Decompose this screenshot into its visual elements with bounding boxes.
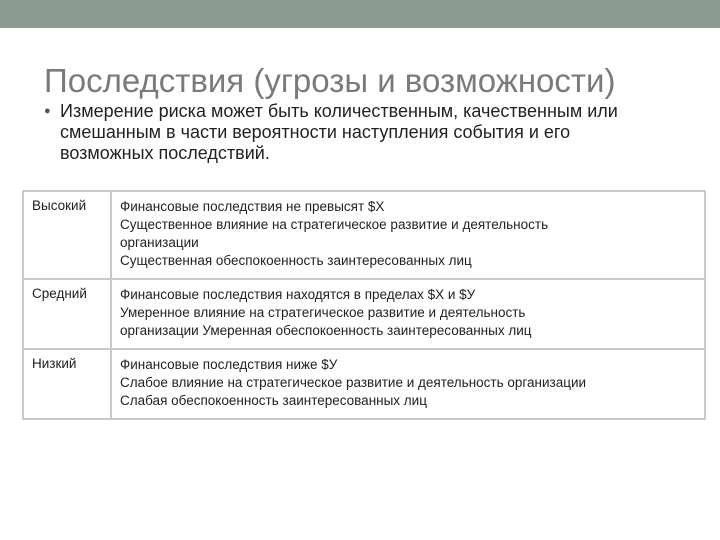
bullet-line: смешанным в части вероятности наступления события и его [60,122,571,142]
cell-line: Финансовые последствия не превысят $X [120,199,385,214]
cell-line: Умеренное влияние на стратегическое развитие и деятельность [120,305,526,320]
slide-title: Последствия (угрозы и возможности) [44,62,616,99]
risk-level-table [22,190,706,420]
cell-line: Существенное влияние на стратегическое развитие и деятельность [120,217,549,232]
cell-line: Слабое влияние на стратегическое развитие и деятельность организации [120,375,587,390]
top-decorative-band [0,0,720,28]
cell-line: организации Умеренная обеспокоенность заинтересованных лиц [120,323,532,338]
risk-level-cell: Низкий [23,349,111,419]
bullet-dot-icon: ● [44,105,51,117]
cell-line: Существенная обеспокоенность заинтересованных лиц [120,253,472,268]
bullet-line: Измерение риска может быть количественным, качественным или [60,101,618,121]
consequences-cell [111,279,705,349]
table-row [23,279,705,349]
cell-line: Финансовые последствия находятся в пределах $X и $У [120,287,476,302]
bullet-line: возможных последствий. [60,143,270,163]
table-row [23,191,705,279]
table-row [23,349,705,419]
cell-line: организации [120,235,199,250]
cell-line: Слабая обеспокоенность заинтересованных лиц [120,393,427,408]
risk-level-cell: Средний [23,279,111,349]
cell-line: Финансовые последствия ниже $У [120,357,338,372]
risk-level-cell: Высокий [23,191,111,279]
consequences-cell [111,349,705,419]
consequences-cell [111,191,705,279]
bullet-paragraph [44,101,694,164]
bullet-text [60,101,694,164]
